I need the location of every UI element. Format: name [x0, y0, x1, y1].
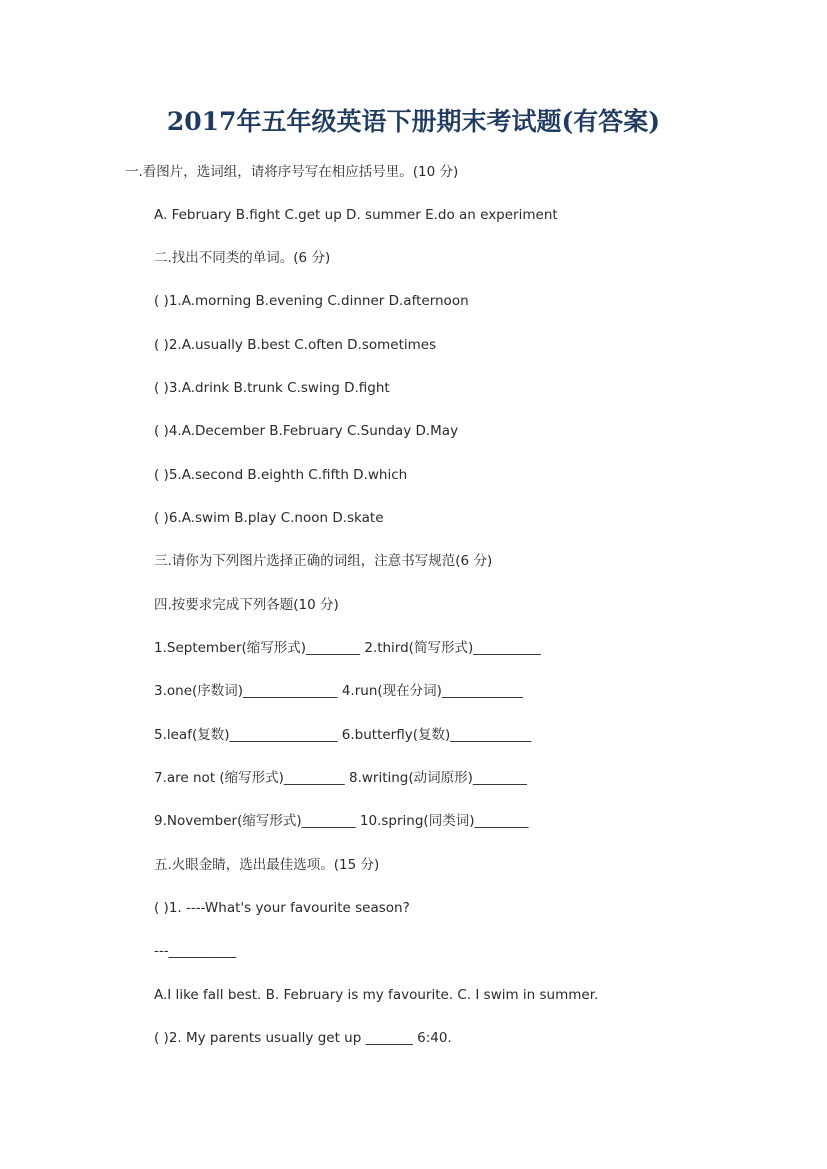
question-line: ( )5.A.second B.eighth C.fifth D.which	[154, 467, 408, 483]
question-line: ( )3.A.drink B.trunk C.swing D.fight	[154, 380, 390, 396]
question-line: 3.one(序数词)______________ 4.run(现在分词)____________	[154, 683, 523, 699]
document-title: 2017年五年级英语下册期末考试题(有答案)	[166, 107, 661, 136]
question-line: 7.are not (缩写形式)_________ 8.writing(动词原形)________	[154, 770, 527, 786]
section-3-heading: 三.请你为下列图片选择正确的词组，注意书写规范(6 分)	[154, 553, 493, 569]
question-line: ( )1. ----What's your favourite season?	[154, 900, 410, 916]
question-line: ( )4.A.December B.February C.Sunday D.May	[154, 423, 459, 439]
question-line: ( )2.A.usually B.best C.often D.sometimes	[154, 337, 437, 353]
section-2-heading: 二.找出不同类的单词。(6 分)	[154, 250, 331, 266]
section-4-heading: 四.按要求完成下列各题(10 分)	[154, 597, 339, 613]
question-line: ( )6.A.swim B.play C.noon D.skate	[154, 510, 384, 526]
answer-blank-line: ---__________	[154, 943, 237, 959]
section-5-heading: 五.火眼金睛，选出最佳选项。(15 分)	[154, 857, 380, 873]
question-line: 1.September(缩写形式)________ 2.third(简写形式)__________	[154, 640, 541, 656]
question-line: ( )2. My parents usually get up _______ 6:40.	[154, 1030, 452, 1046]
section-1-options: A. February B.fight C.get up D. summer E.do an experiment	[154, 207, 558, 223]
section-1-heading: 一.看图片，选词组，请将序号写在相应括号里。(10 分)	[125, 164, 459, 180]
question-line: 5.leaf(复数)________________ 6.butterfly(复数)____________	[154, 727, 532, 743]
question-options: A.I like fall best. B. February is my favourite. C. I swim in summer.	[154, 987, 599, 1003]
question-line: ( )1.A.morning B.evening C.dinner D.afternoon	[154, 293, 469, 309]
question-line: 9.November(缩写形式)________ 10.spring(同类词)________	[154, 813, 529, 829]
